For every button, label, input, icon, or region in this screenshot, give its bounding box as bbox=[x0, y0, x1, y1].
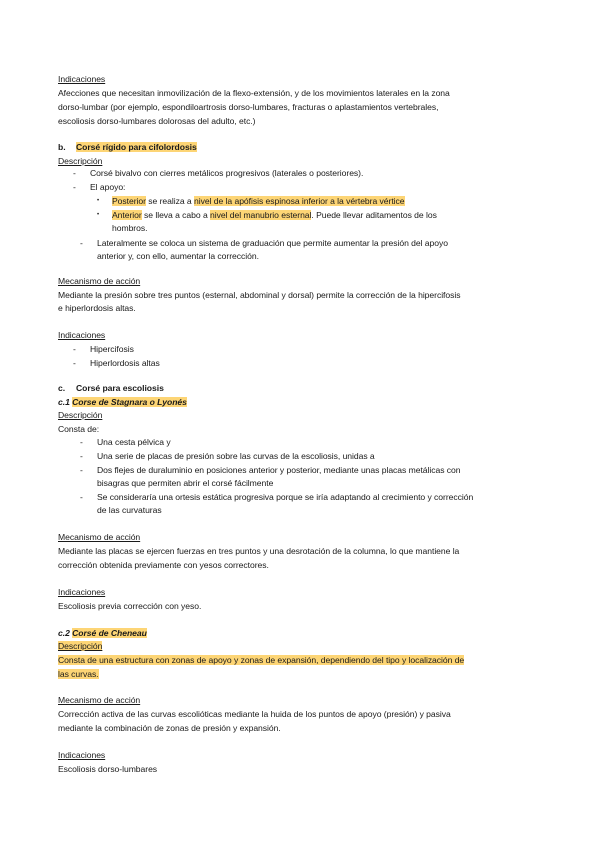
bullet-item bbox=[112, 196, 405, 206]
list-item-cont: anterior y, con ello, aumentar la corrección. bbox=[97, 251, 259, 261]
descripcion-heading bbox=[58, 641, 102, 651]
section-title: Corsé para escoliosis bbox=[76, 383, 164, 393]
list-item: Hiperlordosis altas bbox=[90, 358, 160, 368]
highlight-text: Anterior bbox=[112, 210, 142, 220]
list-dash: - bbox=[80, 465, 83, 475]
bullet-item-cont: hombros. bbox=[112, 223, 148, 233]
list-dash: - bbox=[73, 344, 76, 354]
plain-text: . Puede llevar aditamentos de los bbox=[311, 210, 437, 220]
paragraph-line: mediante la combinación de zonas de presión y expansión. bbox=[58, 723, 281, 733]
list-item: Se consideraría una ortesis estática progresiva porque se iría adaptando al crecimiento y corrección bbox=[97, 492, 474, 502]
subsection-number: c.1 bbox=[58, 397, 70, 407]
indicaciones-heading: Indicaciones bbox=[58, 587, 106, 597]
subsection-title-text: Corse de Stagnara o Lyonés bbox=[72, 397, 187, 407]
list-dash: - bbox=[80, 451, 83, 461]
paragraph-line: Corrección activa de las curvas escolióticas mediante la huida de los puntos de apoyo (presión) y pasiva bbox=[58, 709, 451, 719]
section-title bbox=[76, 142, 197, 152]
highlight-text: nivel del manubrio esternal bbox=[210, 210, 312, 220]
list-item: Una serie de placas de presión sobre las curvas de la escoliosis, unidas a bbox=[97, 451, 375, 461]
list-item: Hipercifosis bbox=[90, 344, 134, 354]
highlight-text: las curvas. bbox=[58, 669, 99, 679]
paragraph-line bbox=[58, 655, 464, 665]
highlight-text: Descripción bbox=[58, 641, 103, 651]
section-letter: b. bbox=[58, 142, 66, 152]
plain-text: se realiza a bbox=[145, 196, 194, 206]
subsection-number: c.2 bbox=[58, 628, 70, 638]
mecanismo-heading: Mecanismo de acción bbox=[58, 695, 141, 705]
descripcion-heading: Descripción bbox=[58, 410, 103, 420]
list-item: Una cesta pélvica y bbox=[97, 437, 171, 447]
paragraph-line bbox=[58, 669, 99, 679]
subsection-title bbox=[58, 397, 187, 407]
mecanismo-heading: Mecanismo de acción bbox=[58, 276, 141, 286]
list-item-cont: bisagras que permiten abrir el corsé fácilmente bbox=[97, 478, 274, 488]
highlight-text: Consta de una estructura con zonas de apoyo y zonas de expansión, dependiendo del tipo y localización de bbox=[58, 655, 465, 665]
paragraph-line: Mediante las placas se ejercen fuerzas en tres puntos y una desrotación de la columna, lo que mantiene la bbox=[58, 546, 460, 556]
indicaciones-heading: Indicaciones bbox=[58, 330, 106, 340]
paragraph-line: escoliosis dorso-lumbares dolorosas del adulto, etc.) bbox=[58, 116, 256, 126]
paragraph-line: corrección obtenida previamente con yesos correctores. bbox=[58, 560, 269, 570]
paragraph-line: Afecciones que necesitan inmovilización de la flexo-extensión, y de los movimientos laterales en la zona bbox=[58, 88, 450, 98]
indicaciones-heading: Indicaciones bbox=[58, 750, 106, 760]
subsection-title bbox=[58, 628, 147, 638]
list-item: Corsé bivalvo con cierres metálicos progresivos (laterales o posteriores). bbox=[90, 168, 364, 178]
bullet-icon: • bbox=[97, 198, 100, 204]
indicaciones-heading: Indicaciones bbox=[58, 74, 106, 84]
list-item: El apoyo: bbox=[90, 182, 126, 192]
paragraph-line: e hiperlordosis altas. bbox=[58, 303, 136, 313]
bullet-icon: • bbox=[97, 212, 100, 218]
bullet-item bbox=[112, 210, 437, 220]
descripcion-heading: Descripción bbox=[58, 156, 103, 166]
list-dash: - bbox=[80, 238, 83, 248]
mecanismo-heading: Mecanismo de acción bbox=[58, 532, 141, 542]
list-item: Dos flejes de duraluminio en posiciones anterior y posterior, mediante unas placas metálicas con bbox=[97, 465, 461, 475]
list-dash: - bbox=[80, 437, 83, 447]
highlight-text: Posterior bbox=[112, 196, 146, 206]
paragraph-line: Mediante la presión sobre tres puntos (esternal, abdominal y dorsal) permite la corrección de la hipercifosis bbox=[58, 290, 461, 300]
list-dash: - bbox=[80, 492, 83, 502]
subsection-title-text: Corsé de Cheneau bbox=[72, 628, 147, 638]
list-dash: - bbox=[73, 182, 76, 192]
paragraph-line: Escoliosis dorso-lumbares bbox=[58, 764, 158, 774]
section-letter: c. bbox=[58, 383, 66, 393]
list-dash: - bbox=[73, 358, 76, 368]
plain-text: se lleva a cabo a bbox=[141, 210, 211, 220]
paragraph-line: Escoliosis previa corrección con yeso. bbox=[58, 601, 202, 611]
list-dash: - bbox=[73, 168, 76, 178]
paragraph-line: Consta de: bbox=[58, 424, 100, 434]
list-item-cont: de las curvaturas bbox=[97, 505, 162, 515]
section-title-text: Corsé rígido para cifolordosis bbox=[76, 142, 197, 152]
highlight-text: nivel de la apófisis espinosa inferior a la vértebra vértice bbox=[193, 196, 405, 206]
paragraph-line: dorso-lumbar (por ejemplo, espondiloartrosis dorso-lumbares, fracturas o aplastamientos vertebrales, bbox=[58, 102, 439, 112]
list-item: Lateralmente se coloca un sistema de graduación que permite aumentar la presión del apoyo bbox=[97, 238, 448, 248]
